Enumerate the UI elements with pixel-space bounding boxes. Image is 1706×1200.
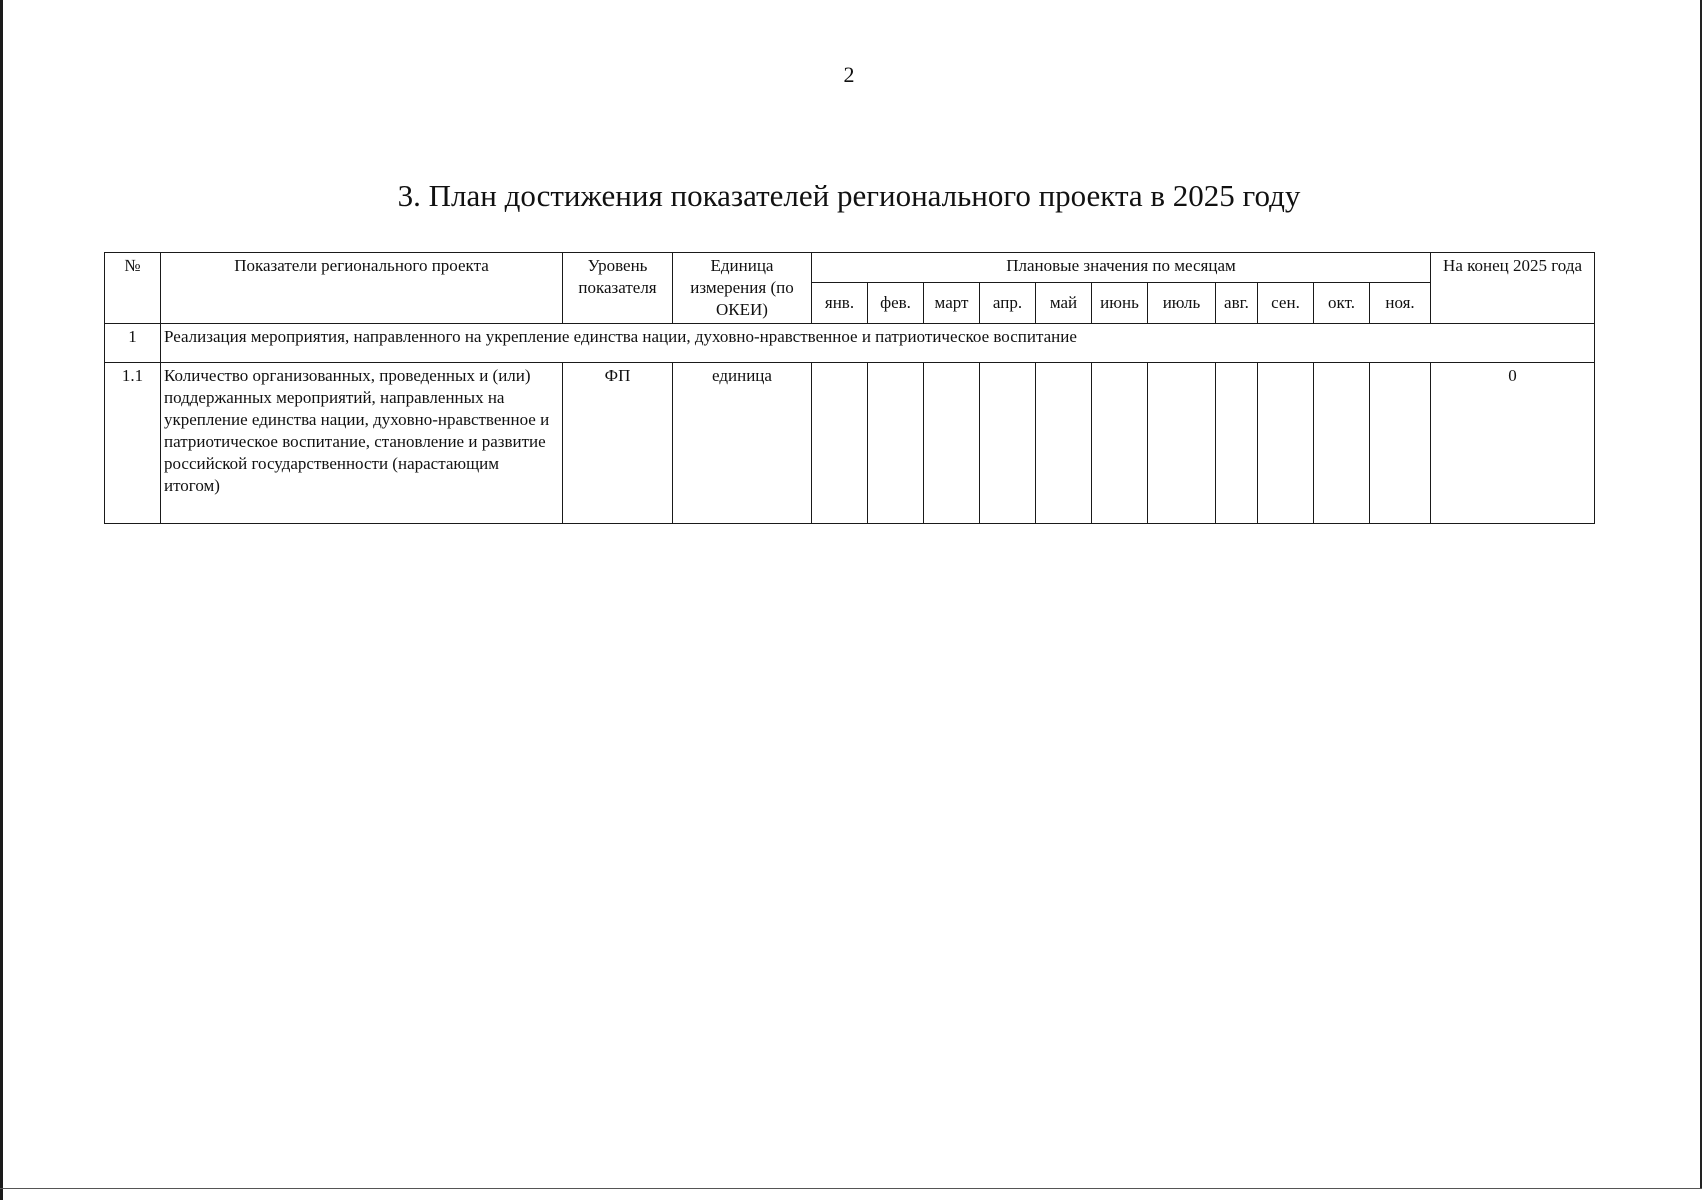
header-indicators: Показатели регионального проекта [161,253,563,324]
month-header: май [1036,283,1092,324]
month-value-cell [1216,363,1258,524]
month-value-cell [1370,363,1431,524]
month-header: июнь [1092,283,1148,324]
scan-edge-right [1700,0,1702,1188]
month-header: ноя. [1370,283,1431,324]
month-value-cell [1314,363,1370,524]
row-num: 1.1 [105,363,161,524]
month-header: янв. [812,283,868,324]
indicators-plan-table [104,252,1595,524]
header-planned-values: Плановые значения по месяцам [812,253,1431,283]
table-row [105,363,1595,524]
month-value-cell [924,363,980,524]
row-indicator: Количество организованных, проведенных и (или) поддержанных мероприятий, направленных на укрепление единства нации, духовно-нравственное и патриотическое воспитание, становление и развитие российской государственности (нарастающим итогом) [161,363,563,524]
month-value-cell [868,363,924,524]
header-unit: Единица измерения (по ОКЕИ) [673,253,812,324]
month-header: фев. [868,283,924,324]
row-level: ФП [563,363,673,524]
header-num: № [105,253,161,324]
month-value-cell [1036,363,1092,524]
section-title: Реализация мероприятия, направленного на укрепление единства нации, духовно-нравственное и патриотическое воспитание [161,324,1595,363]
month-header: апр. [980,283,1036,324]
month-header: март [924,283,980,324]
section-num: 1 [105,324,161,363]
row-year-end: 0 [1431,363,1595,524]
header-row [105,253,1595,283]
section-row [105,324,1595,363]
header-level: Уровень показателя [563,253,673,324]
month-header: авг. [1216,283,1258,324]
month-value-cell [1258,363,1314,524]
month-value-cell [980,363,1036,524]
month-value-cell [1148,363,1216,524]
month-value-cell [812,363,868,524]
month-header: сен. [1258,283,1314,324]
header-year-end: На конец 2025 года [1431,253,1595,324]
month-header: июль [1148,283,1216,324]
month-value-cell [1092,363,1148,524]
row-unit: единица [673,363,812,524]
scan-edge-bottom [0,1188,1702,1189]
page-number: 2 [843,62,855,87]
document-title: 3. План достижения показателей регионального проекта в 2025 году [397,178,1301,213]
month-header: окт. [1314,283,1370,324]
